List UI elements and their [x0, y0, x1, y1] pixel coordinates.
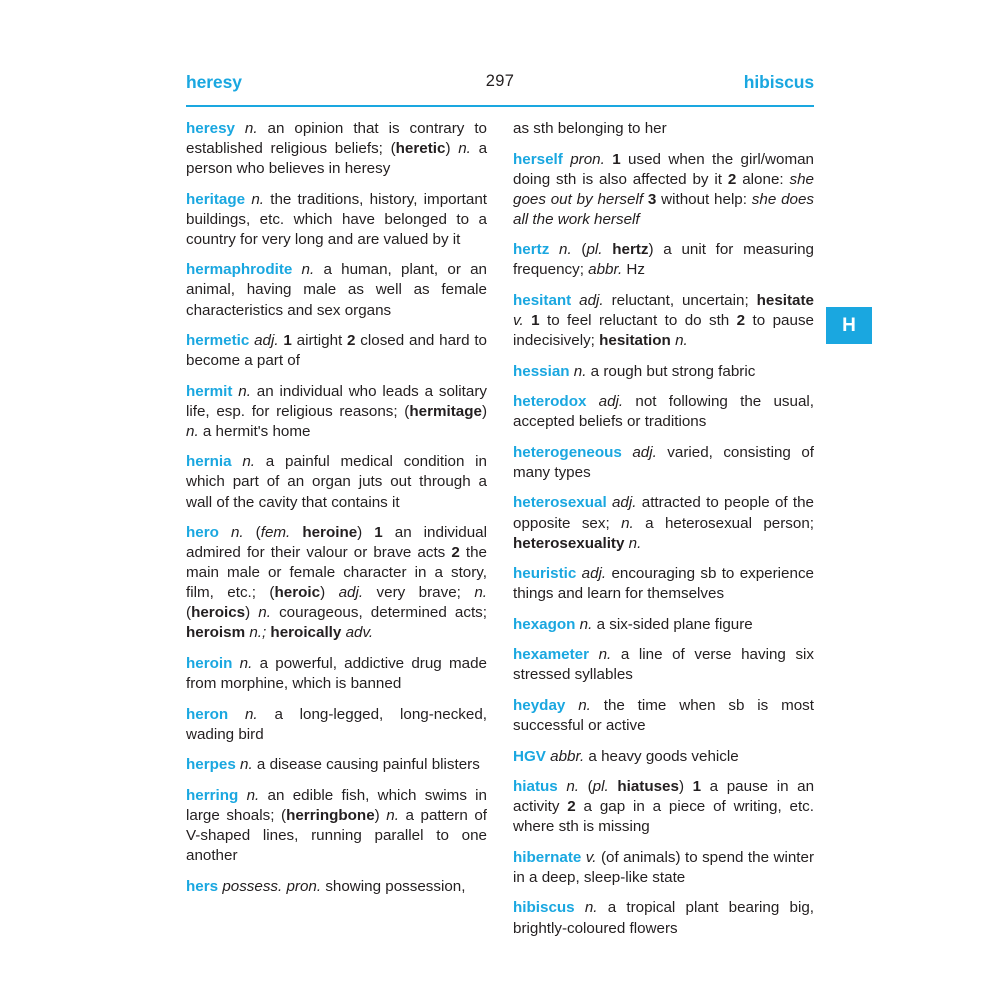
entry-headword: heroin — [186, 654, 233, 672]
entry-headword: hiatus — [513, 778, 558, 796]
entry-text: hermitage — [409, 402, 482, 420]
entry-text: hiatuses — [617, 778, 679, 796]
entry-text: n. — [235, 756, 257, 774]
entry-text: v. — [581, 848, 601, 866]
entry-text: hertz — [612, 241, 649, 259]
entry-text: heroic — [274, 584, 321, 602]
running-head-right: hibiscus — [743, 72, 814, 92]
entry-text: adj. — [621, 443, 668, 461]
dictionary-entry — [513, 645, 814, 685]
entry-text: abbr. — [588, 261, 627, 279]
entry-text: n. — [292, 261, 324, 279]
entry-text: adj. — [338, 584, 377, 602]
entry-text: n. — [458, 140, 479, 158]
dictionary-entry — [513, 747, 814, 767]
entry-text: courageous, determined acts; — [279, 604, 487, 622]
dictionary-entry — [186, 705, 487, 745]
entry-text: fem. — [260, 524, 303, 542]
entry-text: a powerful, addictive drug made from morphine, which is banned — [186, 654, 487, 692]
entry-text: 2 — [451, 544, 460, 562]
entry-headword: hers — [186, 877, 223, 895]
entry-text: n. — [238, 786, 268, 804]
dictionary-entry — [513, 392, 814, 432]
entry-text: n. — [234, 120, 268, 137]
entry-text: hesitate — [756, 291, 814, 309]
dictionary-entry — [513, 564, 814, 604]
entry-text: a heavy goods vehicle — [588, 747, 739, 765]
dictionary-entry — [513, 240, 814, 280]
entry-text: n. — [258, 604, 280, 622]
entry-text: adj. — [586, 393, 636, 411]
entry-text: a human, plant, or an animal, having male as well as female characteristics and sex organs — [186, 261, 487, 319]
entry-headword: hibernate — [513, 848, 582, 866]
entry-text: 1 — [531, 312, 540, 329]
entry-headword: heritage — [186, 190, 246, 208]
entry-text: n. — [231, 453, 266, 471]
entry-text: n. — [549, 241, 582, 259]
entry-text: a six-sided plane figure — [596, 615, 753, 633]
entry-text: ) — [320, 584, 339, 602]
column-right — [513, 119, 814, 939]
columns-container — [186, 119, 814, 939]
entry-text: a person who believes in heresy — [186, 140, 488, 178]
entry-text: a gap in a piece of writing, etc. where sth is missing — [513, 798, 814, 836]
entry-text: ) a unit for measuring frequency; — [513, 241, 814, 279]
entry-text: a line of verse having six stressed syllables — [513, 646, 815, 684]
entry-text: a pattern of V-shaped lines, running parallel to one another — [186, 806, 487, 864]
entry-text: an edible fish, which swims in large shoals; ( — [186, 786, 488, 824]
entry-headword: hero — [186, 524, 219, 542]
entry-headword: hesitant — [513, 291, 572, 309]
entry-text: 1 — [612, 150, 621, 168]
dictionary-entry — [186, 755, 487, 775]
entry-text: ) — [245, 604, 259, 622]
entry-text: very brave; — [376, 584, 475, 602]
entry-text: the time when sb is most successful or active — [513, 696, 814, 734]
entry-text: used when the girl/woman doing sth is also affected by it — [513, 150, 814, 188]
dictionary-entry — [513, 493, 814, 553]
page-content — [186, 72, 814, 939]
dictionary-entry — [186, 331, 487, 371]
dictionary-entry — [513, 777, 814, 837]
entry-text: to pause indecisively; — [513, 312, 814, 350]
entry-text: the traditions, history, important buildings, etc. which have belonged to a country for very long and are valued by it — [186, 190, 487, 248]
entry-text: ( — [255, 524, 261, 542]
dictionary-entry — [513, 848, 814, 888]
running-head-left: heresy — [186, 72, 242, 92]
entry-text: encouraging sb to experience things and learn for themselves — [513, 565, 814, 603]
entry-headword: hibiscus — [513, 899, 575, 917]
dictionary-entry — [186, 119, 487, 179]
column-left — [186, 119, 487, 939]
entry-text: Hz — [626, 261, 645, 279]
entry-text: possess. pron. — [222, 877, 326, 895]
entry-text: alone: — [736, 170, 790, 188]
entry-text: v. — [513, 312, 532, 329]
entry-text: n. — [621, 514, 646, 532]
entry-text: n. — [675, 332, 688, 350]
entry-text: 1 — [283, 332, 292, 350]
entry-text: heroism — [186, 624, 250, 642]
entry-text: heroically — [270, 624, 346, 642]
entry-headword: heuristic — [513, 565, 577, 583]
entry-headword: heron — [186, 705, 229, 723]
entry-text: n. — [574, 899, 608, 917]
entry-text: n. — [186, 422, 203, 440]
entry-headword: hermaphrodite — [186, 261, 293, 279]
header-divider — [186, 105, 814, 107]
entry-text: she goes out by herself — [513, 170, 815, 208]
entry-text: she does all the work herself — [513, 190, 814, 228]
entry-text: an individual admired for their valour or brave acts — [186, 524, 488, 562]
entry-text: a hermit's home — [202, 422, 311, 440]
entry-text: a rough but strong fabric — [590, 362, 756, 380]
dictionary-entry — [186, 190, 487, 250]
dictionary-entry — [186, 382, 487, 442]
dictionary-entry — [186, 654, 487, 694]
entry-text: a heterosexual person; — [645, 514, 814, 532]
entry-text: n. — [232, 382, 257, 400]
entry-text: pl. — [586, 241, 613, 259]
entry-text: closed and hard to become a part of — [186, 332, 487, 370]
entry-text: ) — [678, 778, 693, 796]
entry-text: n. — [557, 778, 588, 796]
entry-text: ( — [581, 241, 587, 259]
page-number: 297 — [485, 72, 515, 90]
entry-headword: herring — [186, 786, 239, 804]
entry-text: 2 — [736, 312, 746, 329]
entry-text: a long-legged, long-necked, wading bird — [186, 705, 488, 743]
entry-text: the main male or female character in a story, film, etc.; ( — [186, 544, 487, 602]
entry-text: a pause in an activity — [513, 778, 815, 816]
entry-headword: HGV — [513, 747, 546, 765]
entry-text: n. — [588, 646, 621, 664]
entry-text: 1 — [692, 778, 702, 796]
entry-text: 2 — [567, 798, 576, 816]
entry-text: n. — [565, 696, 604, 714]
entry-text: a painful medical condition in which part of an organ juts out through a wall of the cavity that contains it — [186, 453, 487, 511]
entry-headword: heterosexual — [513, 494, 607, 512]
entry-text: n. — [386, 806, 406, 824]
entry-headword: herpes — [186, 756, 236, 774]
entry-headword: hermit — [186, 382, 233, 400]
entry-text: ) — [481, 402, 487, 420]
entry-text: pl. — [592, 778, 618, 796]
letter-tab-h: H — [826, 307, 872, 344]
entry-text: ( — [186, 604, 192, 622]
entry-text: adj. — [571, 291, 612, 309]
entry-text: ( — [587, 778, 593, 796]
entry-text: a disease causing painful blisters — [256, 756, 480, 774]
entry-text: n. — [474, 584, 487, 602]
entry-text: n. — [228, 705, 275, 723]
entry-text: airtight — [291, 332, 348, 350]
entry-text: reluctant, uncertain; — [611, 291, 757, 309]
entry-text: a tropical plant bearing big, brightly-coloured flowers — [513, 899, 814, 937]
entry-text: n. — [245, 190, 271, 208]
entry-text: not following the usual, accepted beliefs or traditions — [513, 393, 814, 431]
entry-text: 2 — [347, 332, 356, 350]
entry-text: varied, consisting of many types — [513, 443, 814, 481]
entry-text: ) — [357, 524, 375, 542]
entry-text: n. — [218, 524, 256, 542]
entry-text: hesitation — [599, 332, 676, 350]
entry-text: an individual who leads a solitary life, esp. for religious reasons; ( — [186, 382, 487, 420]
entry-text: ) — [445, 140, 459, 158]
entry-text: abbr. — [545, 747, 589, 765]
entry-text: heterosexuality — [513, 534, 629, 552]
dictionary-entry — [513, 119, 814, 139]
dictionary-entry — [186, 877, 487, 897]
entry-headword: heresy — [186, 120, 235, 137]
dictionary-entry — [186, 452, 487, 512]
entry-text: n.; — [249, 624, 271, 642]
entry-text: as sth belonging to her — [513, 120, 667, 137]
entry-text: adj. — [576, 565, 612, 583]
entry-text: showing possession, — [325, 877, 466, 895]
entry-headword: heyday — [513, 696, 566, 714]
dictionary-entry — [513, 898, 814, 938]
entry-text: n. — [232, 654, 260, 672]
dictionary-entry — [513, 291, 814, 351]
entry-text: heroine — [302, 524, 358, 542]
dictionary-entry — [513, 150, 814, 230]
dictionary-entry — [513, 362, 814, 382]
dictionary-entry — [186, 786, 487, 866]
entry-headword: heterogeneous — [513, 443, 622, 461]
entry-text: an opinion that is contrary to established religious beliefs; ( — [186, 120, 487, 158]
entry-text: herringbone — [286, 806, 375, 824]
dictionary-entry — [186, 260, 487, 320]
dictionary-entry — [513, 443, 814, 483]
entry-headword: hessian — [513, 362, 570, 380]
entry-text: 1 — [374, 524, 383, 542]
dictionary-entry — [186, 523, 487, 643]
entry-text: n. — [628, 534, 642, 552]
entry-headword: heterodox — [513, 393, 587, 411]
entry-text: 2 — [727, 170, 737, 188]
entry-text: heretic — [395, 140, 446, 158]
entry-text: adj. — [249, 332, 284, 350]
entry-headword: hertz — [513, 241, 550, 259]
dictionary-entry — [513, 696, 814, 736]
entry-text: adj. — [606, 494, 642, 512]
entry-text: 3 — [647, 190, 657, 208]
running-head — [186, 72, 814, 98]
entry-text: (of animals) to spend the winter in a deep, sleep-like state — [513, 848, 814, 886]
entry-text: adv. — [345, 624, 374, 642]
entry-text: heroics — [191, 604, 246, 622]
entry-headword: hexagon — [513, 615, 576, 633]
dictionary-entry — [513, 615, 814, 635]
entry-text: ) — [374, 806, 387, 824]
entry-headword: hexameter — [513, 646, 589, 664]
entry-text: n. — [575, 615, 597, 633]
entry-text: without help: — [656, 190, 752, 208]
entry-text: to feel reluctant to do sth — [539, 312, 737, 329]
entry-headword: herself — [513, 150, 563, 168]
entry-headword: hermetic — [186, 332, 250, 350]
entry-headword: hernia — [186, 453, 232, 471]
entry-text: attracted to people of the opposite sex; — [513, 494, 814, 532]
entry-text: n. — [569, 362, 591, 380]
entry-text: pron. — [562, 150, 613, 168]
